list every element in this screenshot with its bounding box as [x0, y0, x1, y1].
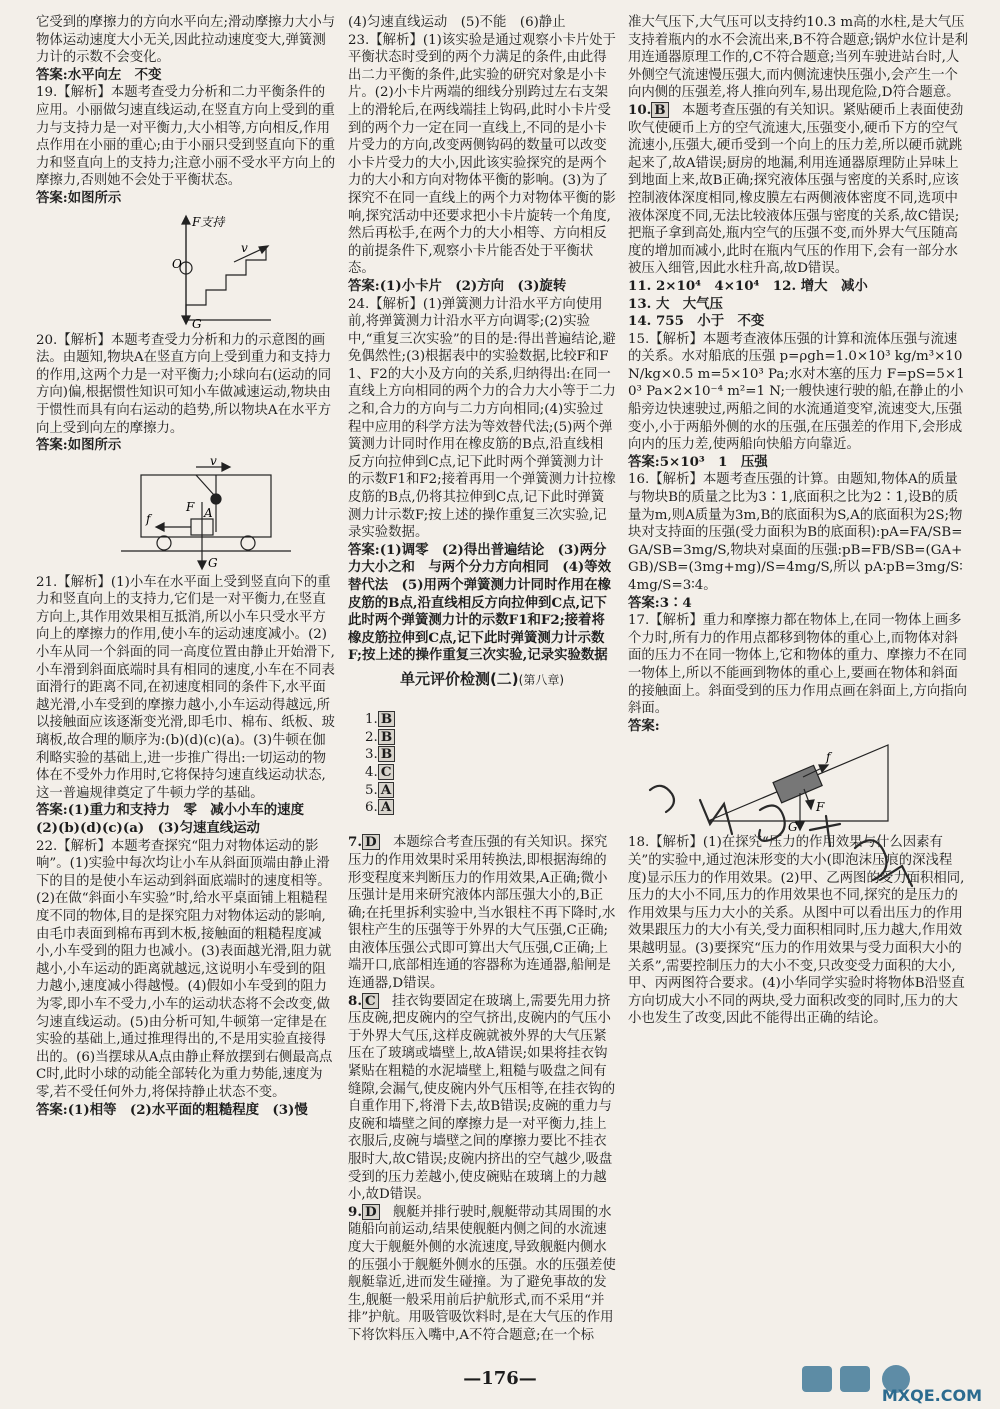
answer-line: 答案:(1)相等 (2)水平面的粗糙程度 (3)慢	[36, 1101, 308, 1118]
mc-num: 2.	[365, 729, 378, 745]
answer-line: 答案:3∶4	[628, 594, 692, 611]
page-number: —176—	[463, 1368, 537, 1389]
velocity-label: v	[210, 456, 217, 468]
answer-line: 答案:水平向左 不变	[36, 66, 162, 83]
point-label: O	[172, 256, 182, 271]
section-title	[348, 671, 616, 690]
q-text: 本题考查压强的有关知识。紧贴硬币上表面使劲吹气使硬币上方的空气流速大,压强变小,硬币下方的空气流速小,压强大,硬币受到一个向上的压力差,所以硬币就跳起来了,故A错误;厨房的地漏,利用连通器原理防止异味上到地面上来,故B正确;探究液体压强与密度的关系时,应该控制液体深度相同,橡皮膜左右两侧液体密度不同,选项中液体深度不同,无法比较液体压强与密度的关系,故C错误;把瓶子拿到高处,瓶内空气的压强不变,而外界大气压随高度的增加而减小,此时在瓶内气压的作用下,会有一部分水被压入细管,因此水柱升高,故D错误。	[628, 102, 964, 277]
question-20: 20.【解析】本题考查受力分析和力的示意图的画法。由题知,物块A在竖直方向上受到重力和支持力的作用,这两个力是一对平衡力;小球向右(运动的同方向)偏,根据惯性知识可知小车做减速运动,物块由于惯性而具有向右运动的趋势,所以物块A在水平方向上受到向左的摩擦力。	[36, 332, 332, 436]
paragraph: 准大气压下,大气压可以支持约10.3 m高的水柱,是大气压支持着瓶内的水不会流出来,B不符合题意;锅炉水位计是利用连通器原理工作的,C不符合题意;当列车驶进站台时,人外侧空气流速慢压强大,而内侧流速快压强小,会产生一个向内侧的压强差,将人推向列车,易出现危险,D符合题意。	[628, 15, 968, 101]
question-17: 17.【解析】重力和摩擦力都在物体上,在同一物体上画多个力时,所有力的作用点都移到物体的重心上,而物体对斜面的压力不在同一物体上,它和物体的重力、摩擦力不在同一物体上,所以不能画到物体的重心上,要画在物体和斜面的接触面上。斜面受到的压力作用点画在斜面上,方向指向斜面。	[628, 613, 968, 717]
q-text: 舰艇并排行驶时,舰艇带动其周围的水随船向前运动,结果使舰艇内侧之间的水流速度大于舰艇外侧的水流速度,导致舰艇内侧水的压强小于舰艇外侧水的压强。水的压强差使舰艇靠近,进而发生碰撞。为了避免事故的发生,舰艇一般采用前后护航形式,而不采用“并排”护航。用吸管吸饮料时,是在大气压的作用下将饮料压入嘴中,A不符合题意;在一个标	[348, 1204, 616, 1343]
watermark-url: MXQE.COM	[881, 1386, 982, 1405]
q-answer: C	[362, 993, 379, 1009]
q-text: 挂衣钩要固定在玻璃上,需要先用力挤压皮碗,把皮碗内的空气挤出,皮碗内的气压小于外界大气压,这样皮碗就被外界的大气压紧压在了玻璃或墙壁上,故A错误;如果将挂衣钩紧贴在粗糙的水泥墙壁上,粗糙与吸盘之间有缝隙,会漏气,使皮碗内外气压相等,在挂衣钩的自重作用下,将滑下去,故B错误;皮碗的重力与皮碗和墙壁之间的摩擦力是一对平衡力,挂上衣服后,皮碗与墙壁之间的摩擦力要比不挂衣服时大,故C错误;皮碗内挤出的空气越少,吸盘受到的压力差越小,使皮碗贴在玻璃上的力越小,故D错误。	[348, 993, 616, 1203]
pressure-label: F	[816, 800, 825, 815]
mc-answer: B	[378, 746, 395, 762]
figure-20-cart	[36, 457, 336, 572]
answers-11-12: 11. 2×10⁴ 4×10⁴ 12. 增大 减小	[628, 277, 868, 294]
question-24: 24.【解析】(1)弹簧测力计沿水平方向使用前,将弹簧测力计沿水平方向调零;(2)实验中,“重复三次实验”的目的是:得出普遍结论,避免偶然性;(3)根据表中的实验数据,比较F和F1、F2的大小及方向的关系,归纳得出:在同一直线上方向相同的两个力的合力大小等于二力之和,合力的方向与二力方向相同;(4)实验过程中应用的科学方法为等效替代法;(5)两个弹簧测力计同时作用在橡皮筋的B点,沿直线相反方向拉伸到C点,记下此时两个弹簧测力计的示数F1和F2;接着再用一个弹簧测力计拉橡皮筋的B点,仍将其拉伸到C点,记下此时弹簧测力计示数F;按上述的操作重复三次实验,记录实验数据。	[348, 296, 616, 541]
figure-19-stairs	[36, 210, 336, 330]
answer-line: 答案:5×10³ 1 压强	[628, 453, 768, 470]
multiple-choice-answers	[348, 694, 616, 835]
answer-line: 答案:(1)小卡片 (2)方向 (3)旋转	[348, 277, 567, 294]
mc-num: 4.	[365, 764, 378, 780]
block-label: A	[204, 505, 213, 520]
question-7	[348, 834, 616, 992]
mc-answer: C	[378, 764, 395, 780]
q-num: 10.	[628, 101, 652, 118]
friction-label: f	[826, 750, 831, 765]
gravity-label: G	[192, 316, 202, 330]
answer-line: 答案:如图所示	[36, 189, 122, 206]
answer-line: 答案:(1)调零 (2)得出普遍结论 (3)两分力大小之和 与两个分力方向相同 (4)等效替代法 (5)用两个弹簧测力计同时作用在橡皮筋的B点,沿直线相反方向拉伸到C点,记下此时两个弹簧测力计的示数F1和F2;接着将橡皮筋拉伸到C点,记下此时弹簧测力计示数F;按上述的操作重复三次实验,记录实验数据	[348, 541, 612, 664]
q-text: 本题综合考查压强的有关知识。探究压力的作用效果时采用转换法,即根据海绵的形变程度来判断压力的作用效果,A正确;微小压强计是用来研究液体内部压强大小的,B正确;在托里拆利实验中,当水银柱不再下降时,水银柱产生的压强等于外界的大气压强,C正确;由液体压强公式即可算出大气压强,C正确;上端开口,底部相连通的容器称为连通器,船闸是连通器,D错误。	[348, 835, 616, 992]
question-8	[348, 993, 616, 1204]
q-answer: D	[362, 1204, 380, 1220]
question-15: 15.【解析】本题考查液体压强的计算和流体压强与流速的关系。水对船底的压强 p=ρgh=1.0×10³ kg/m³×10 N/kg×0.5 m=5×10³ Pa;水对木塞的压力 F=pS=5×10³ Pa×2×10⁻⁴ m²=1 N;一艘快速行驶的船,在静止的小船旁边快速驶过,两船之间的水流通道变窄,流速变大,压强变小,小于两船外侧的水的压强,在压强差的作用下,会形成向内的压力差,使两船向快船方向靠近。	[628, 331, 967, 453]
mc-num: 5.	[365, 782, 378, 798]
mc-answer: B	[378, 711, 395, 727]
question-16: 16.【解析】本题考查压强的计算。由题知,物体A的质量与物块B的质量之比为3∶1,底面积之比为2∶1,设B的质量为m,则A质量为3m,B的底面积为S,A的底面积为2S;物块对支持面的压强(受力面积为B的底面积):pA=FA/SB=GA/SB=3mg/S,物块对桌面的压强:pB=FB/SB=(GA+GB)/SB=(3mg+mg)/S=4mg/S,所以 pA∶pB=3mg/S∶4mg/S=3∶4。	[628, 472, 963, 593]
column-left	[36, 14, 336, 1119]
gravity-label: G	[788, 820, 798, 833]
mc-answer: A	[378, 782, 394, 798]
mc-num: 1.	[365, 712, 378, 728]
force-label: F	[186, 499, 195, 514]
q-answer: B	[651, 102, 668, 118]
q-num: 9.	[348, 1203, 362, 1220]
force-label: F支持	[192, 214, 225, 229]
gravity-label: G	[208, 555, 218, 570]
column-middle	[348, 14, 616, 1345]
answer-13: 13. 大 大气压	[628, 295, 723, 312]
q-num: 8.	[348, 992, 362, 1009]
question-18: 18.【解析】(1)在探究“压力的作用效果与什么因素有关”的实验中,通过泡沫形变的大小(即泡沫压痕的深浅程度)显示压力的作用效果。(2)甲、乙两图的受力面积相同,压力的大小不同,压力的作用效果也不同,探究的是压力的作用效果与压力大小的关系。从图中可以看出压力的作用效果跟压力的大小有关,受力面积相同时,压力越大,作用效果越明显。(3)要探究“压力的作用效果与受力面积大小的关系”,需要控制压力的大小不变,只改变受力面积的大小,甲、丙两图符合要求。(4)小华同学实验时将物体B沿竖直方向切成大小不同的两块,受力面积改变的同时,压力的大小也发生了改变,因此不能得出正确的结论。	[628, 835, 965, 1027]
section-subtitle: (第八章)	[518, 672, 565, 687]
question-19: 19.【解析】本题考查受力分析和二力平衡条件的应用。小丽做匀速直线运动,在竖直方向上受到的重力与支持力是一对平衡力,大小相等,方向相反,作用点作用在小丽的重心;由于小丽只受到竖直向下的重力和竖直向上的支持力;注意小丽不受水平方向上的摩擦力,否则她不会处于平衡状态。	[36, 85, 336, 189]
answer-line: 答案:	[628, 717, 660, 734]
mc-num: 6.	[365, 800, 378, 816]
handwritten-scribble	[640, 770, 940, 900]
velocity-label: v	[241, 240, 248, 255]
paragraph: (4)匀速直线运动 (5)不能 (6)静止	[348, 15, 566, 30]
question-21: 21.【解析】(1)小车在水平面上受到竖直向下的重力和竖直向上的支持力,它们是一对平衡力,在竖直方向上,其作用效果相互抵消,所以小车只受水平方向上的摩擦力的作用,使小车的运动速度减小。(2)小车从同一个斜面的同一高度位置由静止开始滑下,小车滑到斜面底端时具有相同的速度,小车在不同表面滑行的距离不同,在初速度相同的条件下,水平面越光滑,小车受到的摩擦力越小,小车运动得越远,所以接触面应该逐渐变光滑,即毛巾、棉布、纸板、玻璃板,故合理的顺序为:(b)(d)(c)(a)。(3)牛顿在伽利略实验的基础上,进一步推广得出:一切运动的物体在不受外力作用时,它将保持匀速直线运动状态,这一普遍规律奠定了牛顿力学的基础。	[36, 574, 335, 801]
answer-line: 答案:(1)重力和支持力 零 减小小车的速度 (2)(b)(d)(c)(a) (3)匀速直线运动	[36, 802, 318, 836]
section-title-text: 单元评价检测(二)	[399, 669, 519, 688]
question-9	[348, 1204, 616, 1345]
friction-label: f	[146, 511, 151, 526]
question-22: 22.【解析】本题考查探究“阻力对物体运动的影响”。(1)实验中每次均让小车从斜面顶端由静止滑下的目的是使小车运动到斜面底端时的速度相等。(2)在做“斜面小车实验”时,给水平桌面铺上粗糙程度不同的物体,目的是探究阻力对物体运动的影响,由毛巾表面到棉布再到木板,接触面的粗糙程度减小,小车受到的阻力也减小。(3)表面越光滑,阻力就越小,小车运动的距离就越远,这说明小车受到的阻力越小,速度减小得越慢。(4)假如小车受到的阻力为零,即小车不受力,小车的运动状态将不会改变,做匀速直线运动。(5)由分析可知,牛顿第一定律是在实验的基础上,通过推理得出的,不是用实验直接得出的。(6)当摆球从A点由静止释放摆到右侧最高点C时,此时小球的动能全部转化为重力势能,速度为零,若不受任何外力,将保持静止状态不变。	[36, 838, 333, 1100]
question-10	[628, 102, 970, 278]
q-answer: D	[362, 834, 380, 850]
mc-answer: A	[378, 799, 394, 815]
mc-answer: B	[378, 729, 395, 745]
question-23: 23.【解析】(1)该实验是通过观察小卡片处于平衡状态时受到的两个力满足的条件,由此得出二力平衡的条件,此实验的研究对象是小卡片。(2)小卡片两端的细线分别跨过左右支架上的滑轮后,在两线端挂上钩码,此时小卡片受到的两个力一定在同一直线上,不同的是小卡片受力的方向,改变两侧钩码的数量可以改变小卡片受力的大小,因此该实验探究的是两个力的大小和方向对物体平衡的影响。(3)为了探究不在同一直线上的两个力对物体平衡的影响,探究活动中还要求把小卡片旋转一个角度,然后再松手,在两个力的大小相等、方向相反的前提条件下,观察小卡片能否处于平衡状态。	[348, 32, 616, 277]
answer-14: 14. 755 小于 不变	[628, 313, 765, 330]
mc-num: 3.	[365, 747, 378, 763]
answer-line: 答案:如图所示	[36, 437, 122, 454]
q-num: 7.	[348, 834, 362, 851]
paragraph: 它受到的摩擦力的方向水平向左;滑动摩擦力大小与物体运动速度大小无关,因此拉动速度变大,弹簧测力计的示数不会变化。	[36, 15, 336, 66]
